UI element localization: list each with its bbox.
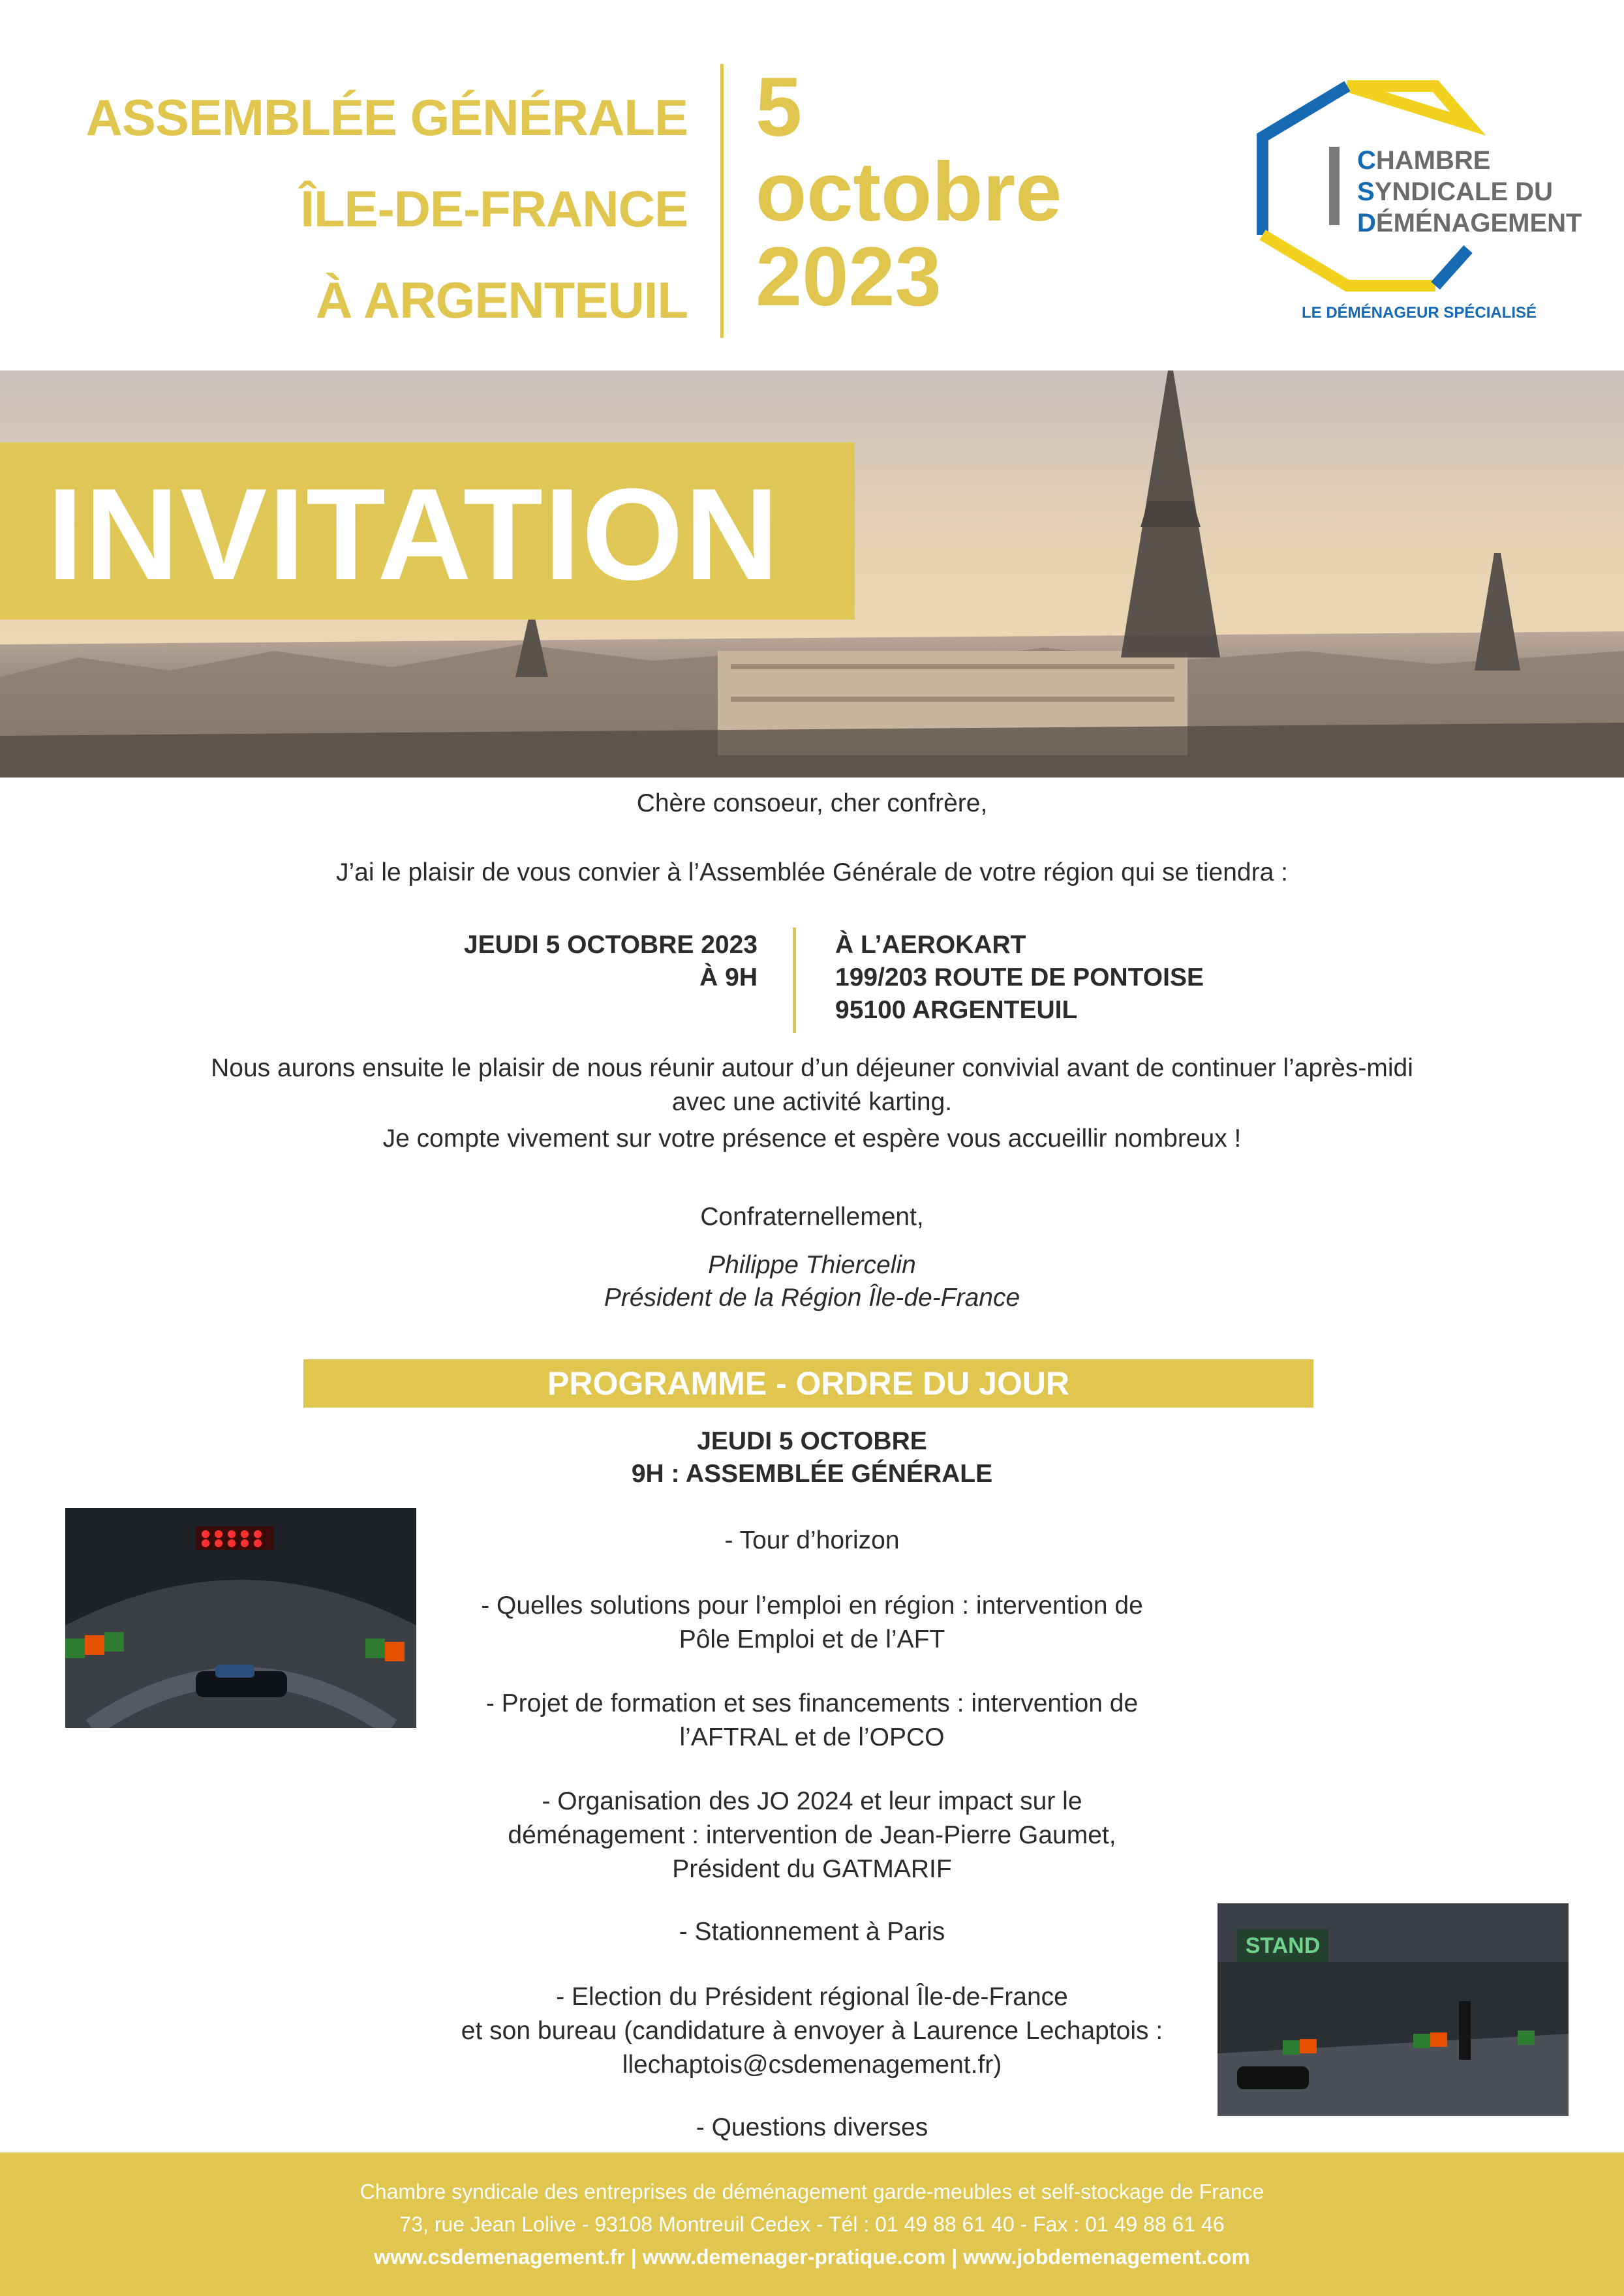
header-divider — [720, 64, 724, 338]
event-title-line: ÎLE-DE-FRANCE — [300, 180, 688, 237]
signature-title: Président de la Région Île-de-France — [604, 1284, 1020, 1312]
event-title — [86, 72, 688, 346]
programme-title: PROGRAMME - ORDRE DU JOUR — [303, 1359, 1313, 1408]
agenda-item: - Projet de formation et ses financements : intervention de l’AFTRAL et de l’OPCO — [485, 1689, 1139, 1751]
signature-name: Philippe Thiercelin — [708, 1251, 916, 1279]
event-where: À L’AEROKART 199/203 ROUTE DE PONTOISE 95100 ARGENTEUIL — [835, 931, 1204, 1024]
footer-organisation: Chambre syndicale des entreprises de déménagement garde-meubles et self-stockage de France — [360, 2180, 1264, 2203]
logo-tagline: LE DÉMÉNAGEUR SPÉCIALISÉ — [1302, 304, 1537, 322]
footer-address: 73, rue Jean Lolive - 93108 Montreuil Cedex - Tél : 01 49 88 61 40 - Fax : 01 49 88 61 46 — [399, 2213, 1225, 2236]
intro-text: J’ai le plaisir de vous convier à l’Assemblée Générale de votre région qui se tiendra : — [336, 858, 1288, 886]
programme-session: 9H : ASSEMBLÉE GÉNÉRALE — [631, 1460, 993, 1488]
event-date-day: 5 — [756, 61, 803, 154]
agenda-item: - Quelles solutions pour l’emploi en région : intervention de Pôle Emploi et de l’AFT — [481, 1592, 1143, 1654]
event-date-year: 2023 — [756, 230, 942, 324]
when-where-divider — [793, 928, 796, 1033]
invitation-title: INVITATION — [47, 462, 780, 607]
event-title-line: ASSEMBLÉE GÉNÉRALE — [85, 89, 688, 146]
event-when: JEUDI 5 OCTOBRE 2023 À 9H — [463, 931, 758, 991]
agenda-item: - Election du Président régional Île-de-France et son bureau (candidature à envoyer à Laurence Lechaptois : llechaptois@csdemenagement.fr) — [461, 1983, 1163, 2079]
event-date — [756, 61, 1062, 324]
footer-websites: www.csdemenagement.fr | www.demenager-pratique.com | www.jobdemenagement.com — [374, 2245, 1250, 2269]
logo-wordmark: CHAMBRE SYNDICALE DU DÉMÉNAGEMENT — [1357, 146, 1582, 237]
karting-track-photo — [65, 1508, 416, 1728]
agenda-item: - Tour d’horizon — [724, 1526, 900, 1554]
agenda-item: - Organisation des JO 2024 et leur impact sur le déménagement : intervention de Jean-Pierre Gaumet, Président du GATMARIF — [508, 1787, 1116, 1883]
event-date-month: octobre — [756, 145, 1062, 239]
agenda-item: - Stationnement à Paris — [679, 1918, 945, 1946]
karting-stand-photo — [1218, 1903, 1569, 2116]
stand-sign: STAND — [1245, 1933, 1321, 1958]
lunch-paragraph: Nous aurons ensuite le plaisir de nous réunir autour d’un déjeuner convivial avant de continuer l’après-midi avec une activité karting. — [211, 1054, 1413, 1116]
agenda-item: - Questions diverses — [696, 2113, 928, 2141]
presence-paragraph: Je compte vivement sur votre présence et espère vous accueillir nombreux ! — [382, 1125, 1242, 1153]
greeting: Chère consoeur, cher confrère, — [636, 789, 988, 817]
closing: Confraternellement, — [700, 1203, 924, 1231]
programme-day: JEUDI 5 OCTOBRE — [697, 1427, 927, 1455]
event-title-line: À ARGENTEUIL — [315, 271, 688, 329]
